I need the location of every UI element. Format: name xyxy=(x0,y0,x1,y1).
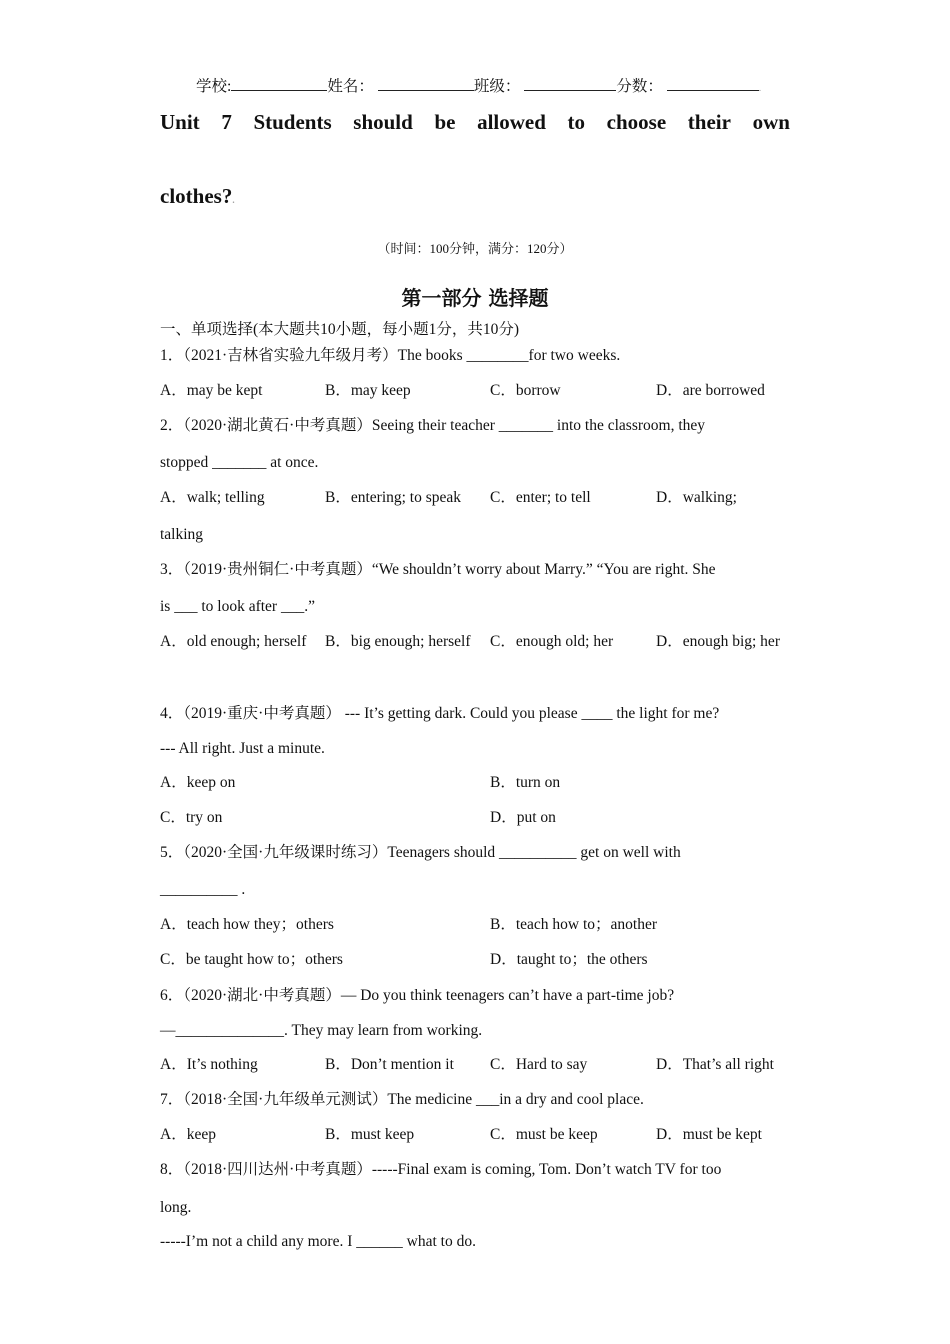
title-word: should xyxy=(353,110,413,134)
question-stem: （2018·全国·九年级单元测试）The medicine ___in a dry and cool place. xyxy=(183,1091,644,1108)
question-number: 3． xyxy=(160,561,184,578)
option-b[interactable]: B．may keep xyxy=(325,382,411,399)
title-word: own xyxy=(752,110,790,134)
option-b[interactable]: B．must keep xyxy=(325,1126,415,1143)
title-word: Unit xyxy=(160,110,200,134)
question-number: 8． xyxy=(160,1161,184,1178)
title-word: to xyxy=(567,110,586,134)
time-note: （时间：100分钟，满分：120分） xyxy=(377,241,573,256)
question-number: 1． xyxy=(160,347,184,364)
question-number: 5． xyxy=(160,844,184,861)
question-6 xyxy=(160,986,674,1006)
question-stem: （2019·重庆·中考真题） --- It’s getting dark. Could you please ____ the light for me? xyxy=(183,705,720,722)
title-line2-text: clothes? xyxy=(160,184,233,208)
title-word: 7 xyxy=(221,110,232,134)
option-c[interactable]: C．enough old; her xyxy=(490,633,614,650)
student-info-line: 学校: 姓名： 班级： 分数： . xyxy=(196,78,762,95)
title-word: be xyxy=(434,110,456,134)
question-stem: （2021·吉林省实验九年级月考）The books ________for two weeks. xyxy=(183,347,621,364)
question-3 xyxy=(160,560,716,580)
question-number: 4． xyxy=(160,705,184,722)
option-a[interactable]: A．walk; telling xyxy=(160,489,265,506)
option-b[interactable]: B．teach how to；another xyxy=(490,916,658,933)
option-d[interactable]: D．walking; xyxy=(656,489,737,506)
name-label: 姓名： xyxy=(327,78,374,95)
part-heading: 一、单项选择(本大题共10小题，每小题1分，共10分) xyxy=(160,321,520,338)
option-d[interactable]: D．enough big; her xyxy=(656,633,780,650)
school-blank xyxy=(231,76,327,91)
question-stem-cont: is ___ to look after ___.” xyxy=(160,598,315,615)
question-number: 2． xyxy=(160,417,184,434)
option-c[interactable]: C．must be keep xyxy=(490,1126,598,1143)
question-stem: （2020·湖北黄石·中考真题）Seeing their teacher _______ into the classroom, they xyxy=(183,417,705,434)
question-stem: （2020·全国·九年级课时练习）Teenagers should __________ get on well with xyxy=(183,844,681,861)
question-2 xyxy=(160,416,705,436)
question-stem-cont: —______________. They may learn from working. xyxy=(160,1022,483,1039)
name-blank xyxy=(378,76,474,91)
option-d-cont: talking xyxy=(160,526,204,543)
option-a[interactable]: A．may be kept xyxy=(160,382,263,399)
option-b[interactable]: B．turn on xyxy=(490,774,561,791)
question-number: 6． xyxy=(160,987,184,1004)
section-title: 第一部分 选择题 xyxy=(401,286,549,310)
option-d[interactable]: D．are borrowed xyxy=(656,382,765,399)
question-5 xyxy=(160,843,681,863)
question-8 xyxy=(160,1160,721,1180)
option-b[interactable]: B．big enough; herself xyxy=(325,633,471,650)
page-title xyxy=(160,110,790,135)
option-d[interactable]: D．put on xyxy=(490,809,556,826)
question-stem-cont: long. xyxy=(160,1199,192,1216)
class-blank xyxy=(524,76,616,91)
option-d[interactable]: D．must be kept xyxy=(656,1126,762,1143)
school-label: 学校: xyxy=(196,78,232,95)
question-1 xyxy=(160,346,620,366)
question-4 xyxy=(160,704,719,724)
question-stem: （2018·四川达州·中考真题）-----Final exam is coming, Tom. Don’t watch TV for too xyxy=(183,1161,722,1178)
option-d[interactable]: D．taught to；the others xyxy=(490,951,648,968)
class-label: 班级： xyxy=(473,78,521,95)
title-word: their xyxy=(687,110,731,134)
title-word: choose xyxy=(606,110,667,134)
title-word: allowed xyxy=(477,110,546,134)
question-stem: （2019·贵州铜仁·中考真题）“We shouldn’t worry about Marry.” “You are right. She xyxy=(183,561,716,578)
page-title-line2: clothes?. xyxy=(160,184,235,208)
option-b[interactable]: B．Don’t mention it xyxy=(325,1056,454,1073)
option-a[interactable]: A．It’s nothing xyxy=(160,1056,258,1073)
question-stem: （2020·湖北·中考真题）— Do you think teenagers can’t have a part-time job? xyxy=(183,987,675,1004)
question-stem-cont: --- All right. Just a minute. xyxy=(160,740,325,757)
option-c[interactable]: C．be taught how to；others xyxy=(160,951,343,968)
title-word: Students xyxy=(253,110,332,134)
score-label: 分数： xyxy=(616,78,663,95)
option-b[interactable]: B．entering; to speak xyxy=(325,489,462,506)
option-a[interactable]: A．keep xyxy=(160,1126,216,1143)
option-a[interactable]: A．teach how they；others xyxy=(160,916,334,933)
option-c[interactable]: C．enter; to tell xyxy=(490,489,591,506)
question-number: 7． xyxy=(160,1091,184,1108)
score-blank xyxy=(667,76,759,91)
option-d[interactable]: D．That’s all right xyxy=(656,1056,774,1073)
option-c[interactable]: C．borrow xyxy=(490,382,561,399)
option-a[interactable]: A．keep on xyxy=(160,774,236,791)
question-stem-cont: __________ . xyxy=(160,881,246,898)
option-c[interactable]: C．try on xyxy=(160,809,223,826)
question-7 xyxy=(160,1090,644,1110)
option-c[interactable]: C．Hard to say xyxy=(490,1056,588,1073)
option-a[interactable]: A．old enough; herself xyxy=(160,633,307,650)
question-stem-cont: stopped _______ at once. xyxy=(160,454,319,471)
question-stem-cont: -----I’m not a child any more. I ______ what to do. xyxy=(160,1233,476,1250)
